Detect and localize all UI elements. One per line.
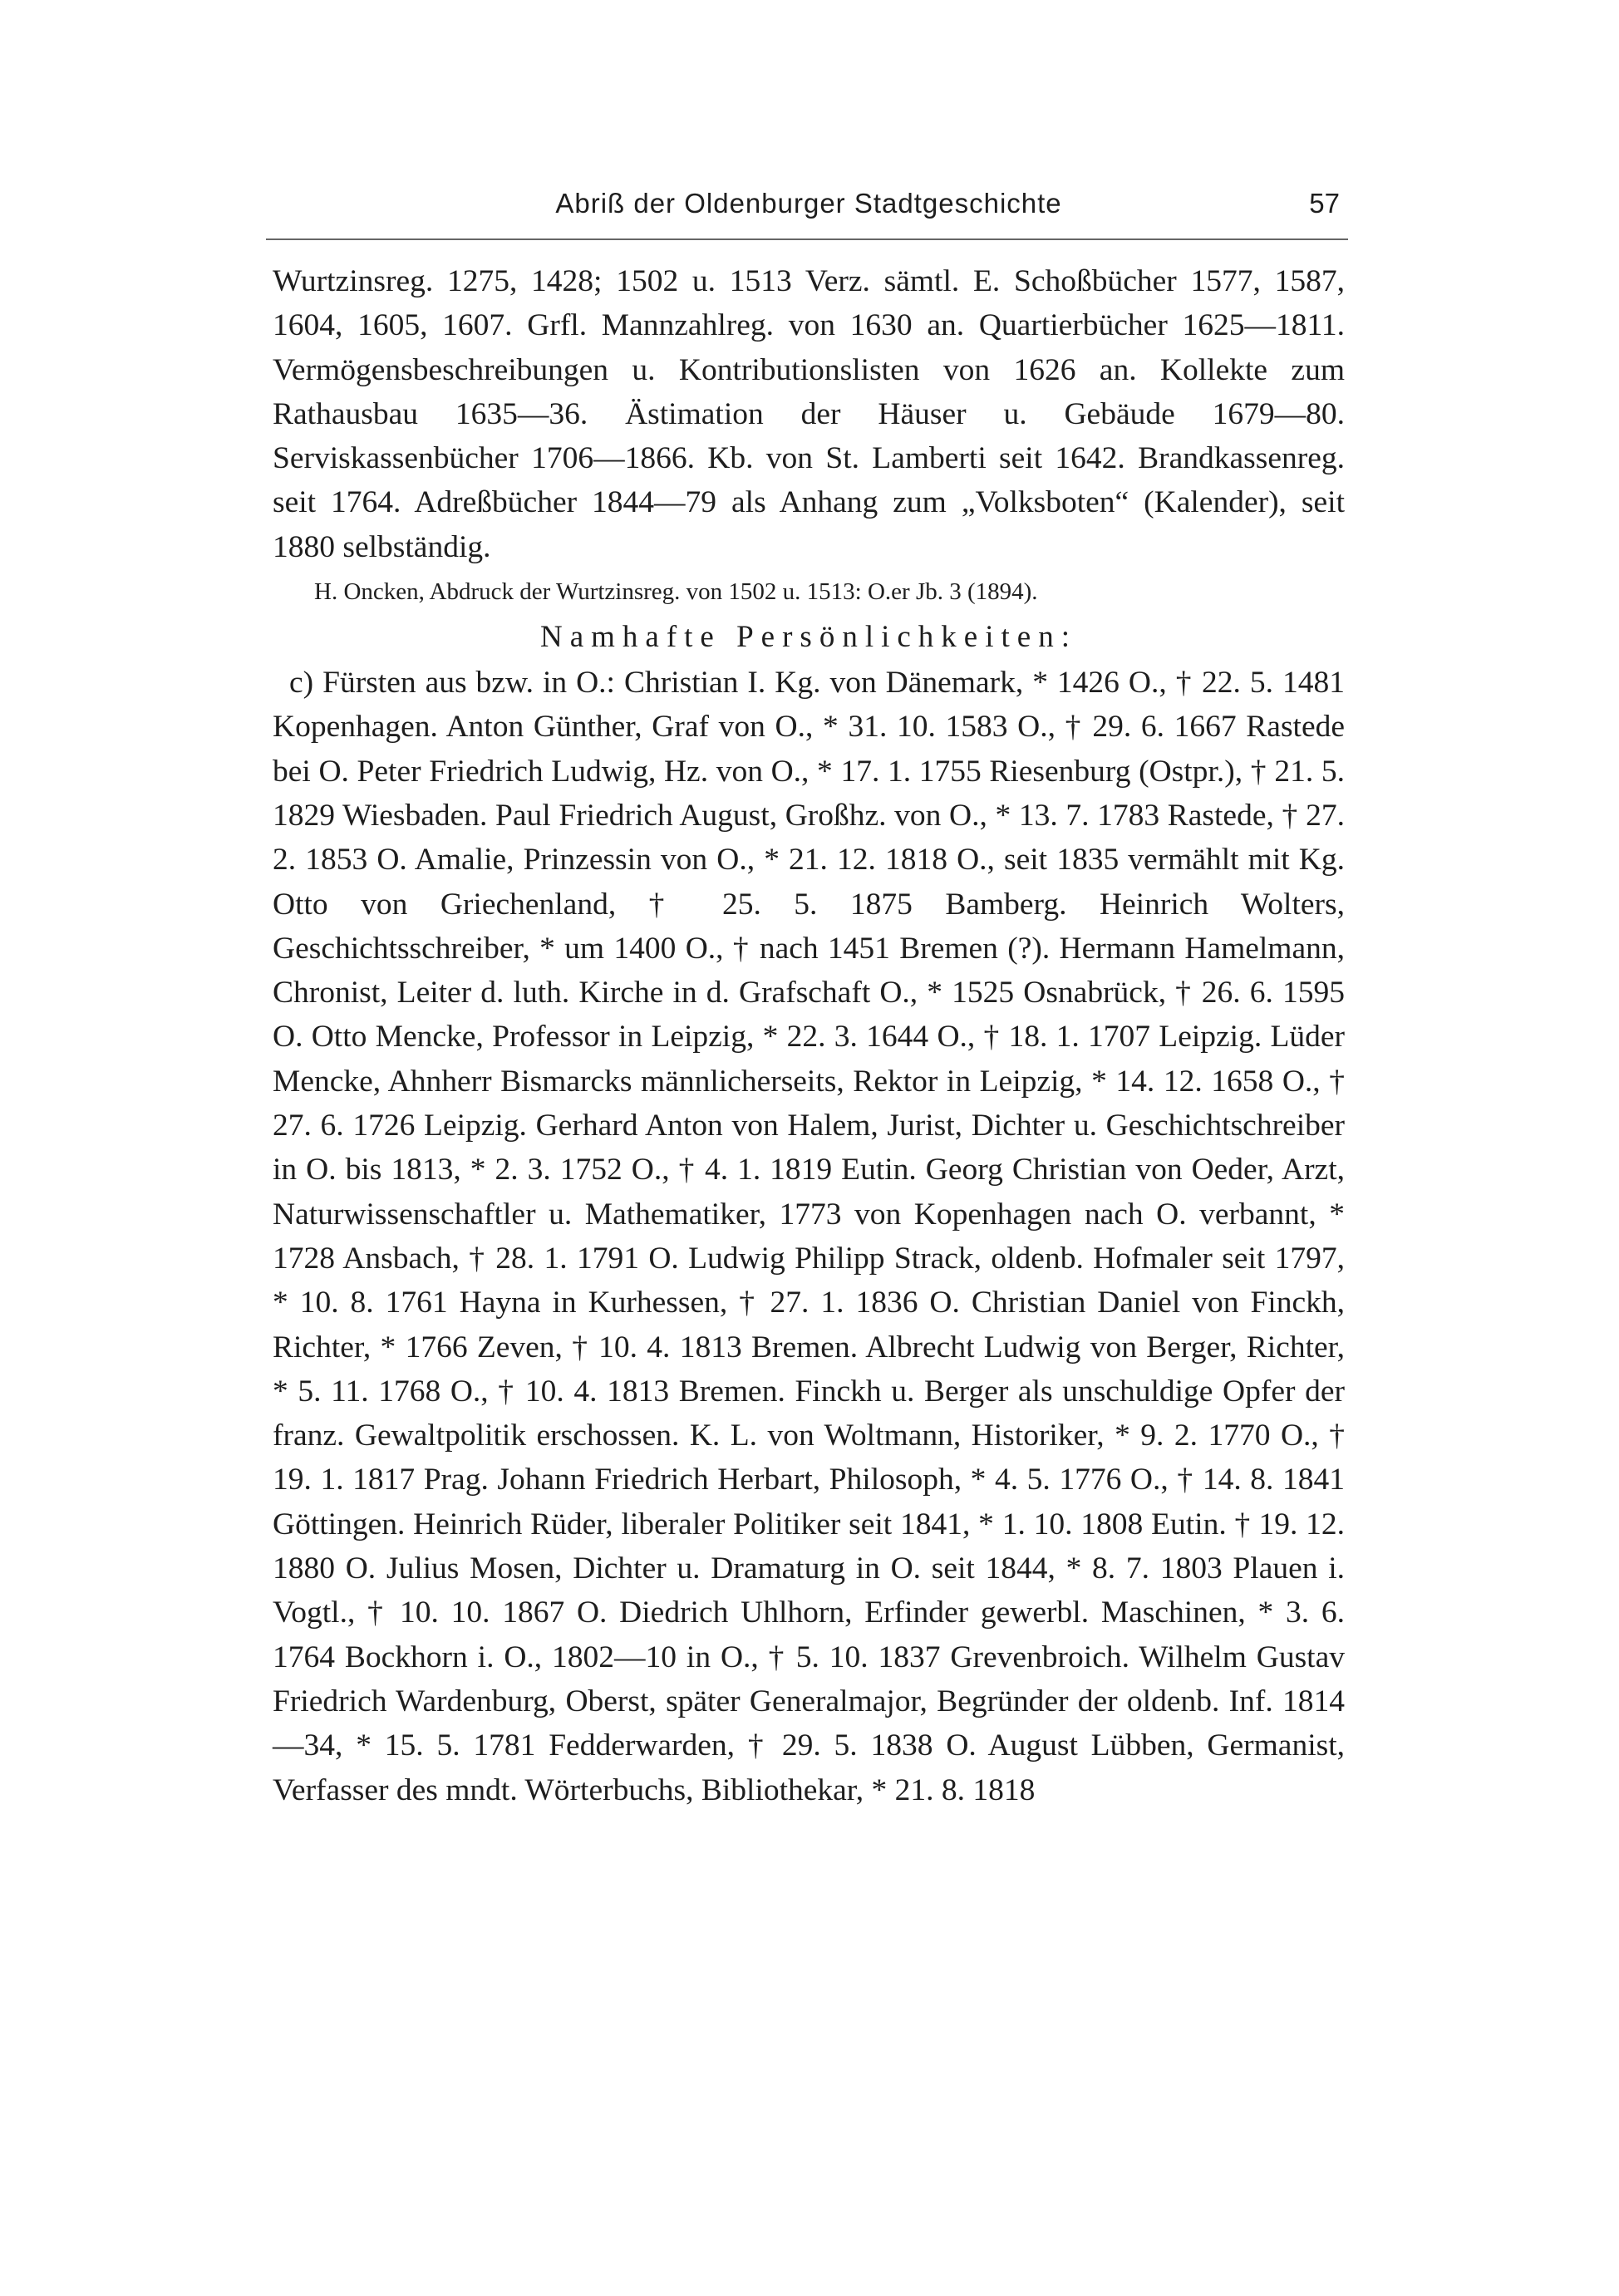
- body-text: [273, 259, 1345, 1812]
- source-note: H. Oncken, Abdruck der Wurtzinsreg. von 1502 u. 1513: O.er Jb. 3 (1894).: [314, 578, 1038, 606]
- sources-paragraph: Wurtzinsreg. 1275, 1428; 1502 u. 1513 Verz. sämtl. E. Schoßbücher 1577, 1587, 1604, 1605, 1607. Grfl. Mannzahlreg. von 1630 an. Quartierbücher 1625—1811. Vermögensbeschreibungen u. Kontributionslisten von 1626 an. Kollekte zum Rathausbau 1635—36. Ästimation der Häuser u. Gebäude 1679—80. Serviskassenbücher 1706—1866. Kb. von St. Lamberti seit 1642. Brandkassenreg. seit 1764. Adreßbücher 1844—79 als Anhang zum „Volksboten“ (Kalender), seit 1880 selbständig.: [273, 264, 1345, 564]
- running-head: [273, 188, 1345, 234]
- personalities-paragraph: c) Fürsten aus bzw. in O.: Christian I. Kg. von Dänemark, * 1426 O., † 22. 5. 1481 Kopenhagen. Anton Günther, Graf von O., * 31. 10. 1583 O., † 29. 6. 1667 Rastede bei O. Peter Friedrich Ludwig, Hz. von O., * 17. 1. 1755 Riesenburg (Ostpr.), † 21. 5. 1829 Wiesbaden. Paul Friedrich August, Großhz. von O., * 13. 7. 1783 Rastede, † 27. 2. 1853 O. Amalie, Prinzessin von O., * 21. 12. 1818 O., seit 1835 vermählt mit Kg. Otto von Griechenland, † 25. 5. 1875 Bamberg. Heinrich Wolters, Geschichtsschreiber, * um 1400 O., † nach 1451 Bremen (?). Hermann Hamelmann, Chronist, Leiter d. luth. Kirche in d. Grafschaft O., * 1525 Osnabrück, † 26. 6. 1595 O. Otto Mencke, Professor in Leipzig, * 22. 3. 1644 O., † 18. 1. 1707 Leipzig. Lüder Mencke, Ahnherr Bismarcks männlicherseits, Rektor in Leipzig, * 14. 12. 1658 O., † 27. 6. 1726 Leipzig. Gerhard Anton von Halem, Jurist, Dichter u. Geschichtschreiber in O. bis 1813, * 2. 3. 1752 O., † 4. 1. 1819 Eutin. Georg Christian von Oeder, Arzt, Naturwissenschaftler u. Mathematiker, 1773 von Kopenhagen nach O. verbannt, * 1728 Ansbach, † 28. 1. 1791 O. Ludwig Philipp Strack, oldenb. Hofmaler seit 1797, * 10. 8. 1761 Hayna in Kurhessen, † 27. 1. 1836 O. Christian Daniel von Finckh, Richter, * 1766 Zeven, † 10. 4. 1813 Bremen. Albrecht Ludwig von Berger, Richter, * 5. 11. 1768 O., † 10. 4. 1813 Bremen. Finckh u. Berger als unschuldige Opfer der franz. Gewaltpolitik erschossen. K. L. von Woltmann, Historiker, * 9. 2. 1770 O., † 19. 1. 1817 Prag. Johann Friedrich Herbart, Philosoph, * 4. 5. 1776 O., † 14. 8. 1841 Göttingen. Heinrich Rüder, liberaler Politiker seit 1841, * 1. 10. 1808 Eutin. † 19. 12. 1880 O. Julius Mosen, Dichter u. Dramaturg in O. seit 1844, * 8. 7. 1803 Plauen i. Vogtl., † 10. 10. 1867 O. Diedrich Uhlhorn, Erfinder gewerbl. Maschinen, * 3. 6. 1764 Bockhorn i. O., 1802—10 in O., † 5. 10. 1837 Grevenbroich. Wilhelm Gustav Friedrich Wardenburg, Oberst, später Generalmajor, Begründer der oldenb. Inf. 1814—34, * 15. 5. 1781 Fedderwarden, † 29. 5. 1838 O. August Lübben, Germanist, Verfasser des mndt. Wörterbuchs, Bibliothekar, * 21. 8. 1818: [273, 666, 1345, 1807]
- page-number: 57: [1309, 188, 1340, 219]
- section-heading: Namhafte Persönlichkeiten:: [539, 620, 1077, 655]
- header-rule: [266, 238, 1348, 240]
- running-title: Abriß der Oldenburger Stadtgeschichte: [555, 188, 1062, 219]
